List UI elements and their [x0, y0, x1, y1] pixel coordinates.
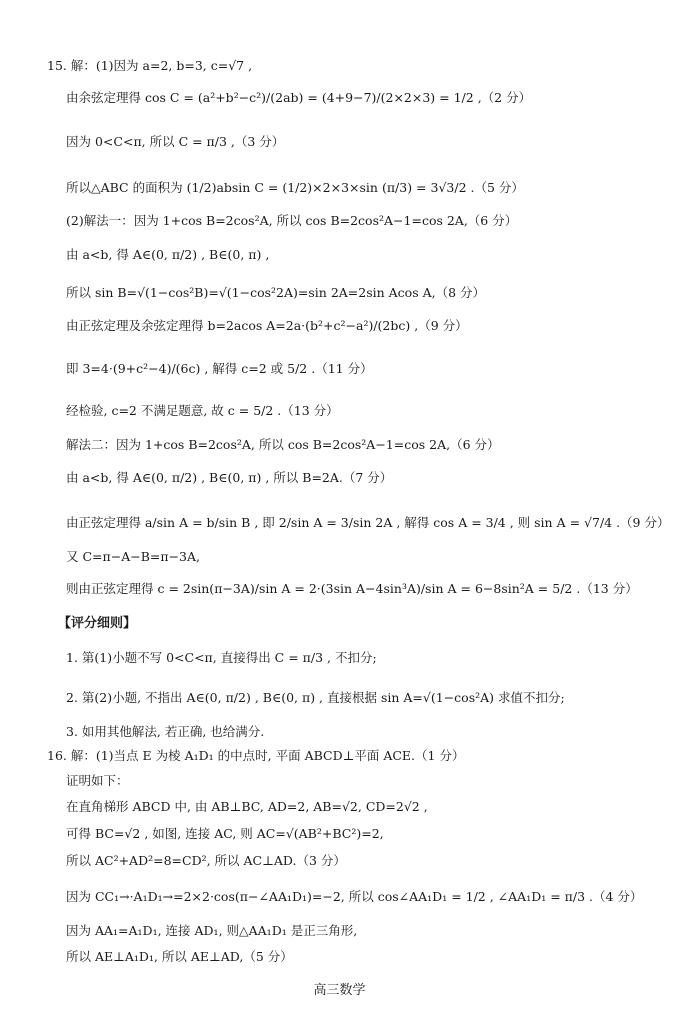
- problem-15-line-13: 由正弦定理得 a/sin A = b/sin B , 即 2/sin A = 3/sin 2A , 解得 cos A = 3/4 , 则 sin A = √7/4 .（9 分）: [66, 515, 670, 530]
- problem-15-line-4: 所以△ABC 的面积为 (1/2)absin C = (1/2)×2×3×sin (π/3) = 3√3/2 .（5 分）: [66, 180, 524, 195]
- problem-15-line-8: 由正弦定理及余弦定理得 b=2acos A=2a·(b²+c²−a²)/(2bc) ,（9 分）: [66, 318, 468, 333]
- grading-rule-3: 3. 如用其他解法, 若正确, 也给满分.: [66, 724, 265, 739]
- problem-15-line-10: 经检验, c=2 不满足题意, 故 c = 5/2 .（13 分）: [66, 403, 339, 418]
- problem-15-line-7: 所以 sin B=√(1−cos²B)=√(1−cos²2A)=sin 2A=2sin Acos A,（8 分）: [66, 285, 486, 300]
- problem-15-line-1: 15. 解：(1)因为 a=2, b=3, c=√7 ,: [47, 58, 253, 73]
- problem-15-line-6: 由 a<b, 得 A∈(0, π/2) , B∈(0, π) ,: [66, 247, 270, 262]
- problem-16-line-3: 在直角梯形 ABCD 中, 由 AB⊥BC, AD=2, AB=√2, CD=2√2 ,: [66, 799, 428, 814]
- problem-16-line-1: 16. 解：(1)当点 E 为棱 A₁D₁ 的中点时, 平面 ABCD⊥平面 ACE.（1 分）: [47, 748, 465, 763]
- grading-rule-1: 1. 第(1)小题不写 0<C<π, 直接得出 C = π/3 , 不扣分;: [66, 650, 377, 665]
- problem-16-line-8: 所以 AE⊥A₁D₁, 所以 AE⊥AD,（5 分）: [66, 949, 293, 964]
- problem-15-line-15: 则由正弦定理得 c = 2sin(π−3A)/sin A = 2·(3sin A−4sin³A)/sin A = 6−8sin²A = 5/2 .（13 分）: [66, 581, 638, 596]
- problem-16-line-7: 因为 AA₁=A₁D₁, 连接 AD₁, 则△AA₁D₁ 是正三角形,: [66, 923, 358, 938]
- problem-16-line-6: 因为 CC₁→·A₁D₁→=2×2·cos(π−∠AA₁D₁)=−2, 所以 cos∠AA₁D₁ = 1/2 , ∠AA₁D₁ = π/3 .（4 分）: [66, 889, 643, 904]
- problem-15-line-2: 由余弦定理得 cos C = (a²+b²−c²)/(2ab) = (4+9−7)/(2×2×3) = 1/2 ,（2 分）: [66, 90, 532, 105]
- problem-16-line-5: 所以 AC²+AD²=8=CD², 所以 AC⊥AD.（3 分）: [66, 853, 346, 868]
- problem-16-line-2: 证明如下：: [66, 773, 129, 788]
- problem-15-line-9: 即 3=4·(9+c²−4)/(6c) , 解得 c=2 或 5/2 .（11 分）: [66, 361, 373, 376]
- problem-15-line-5: (2)解法一：因为 1+cos B=2cos²A, 所以 cos B=2cos²A−1=cos 2A,（6 分）: [66, 213, 518, 228]
- grading-rule-2: 2. 第(2)小题, 不指出 A∈(0, π/2) , B∈(0, π) , 直接根据 sin A=√(1−cos²A) 求值不扣分;: [66, 690, 565, 705]
- problem-16-line-4: 可得 BC=√2 , 如图, 连接 AC, 则 AC=√(AB²+BC²)=2,: [66, 826, 384, 841]
- problem-15-line-12: 由 a<b, 得 A∈(0, π/2) , B∈(0, π) , 所以 B=2A.（7 分）: [66, 470, 393, 485]
- problem-15-line-14: 又 C=π−A−B=π−3A,: [66, 549, 201, 564]
- problem-15-line-11: 解法二：因为 1+cos B=2cos²A, 所以 cos B=2cos²A−1=cos 2A,（6 分）: [66, 437, 500, 452]
- grading-rules-heading: 【评分细则】: [58, 616, 137, 631]
- problem-15-line-3: 因为 0<C<π, 所以 C = π/3 ,（3 分）: [66, 134, 285, 149]
- page-footer: 高三数学: [313, 983, 366, 998]
